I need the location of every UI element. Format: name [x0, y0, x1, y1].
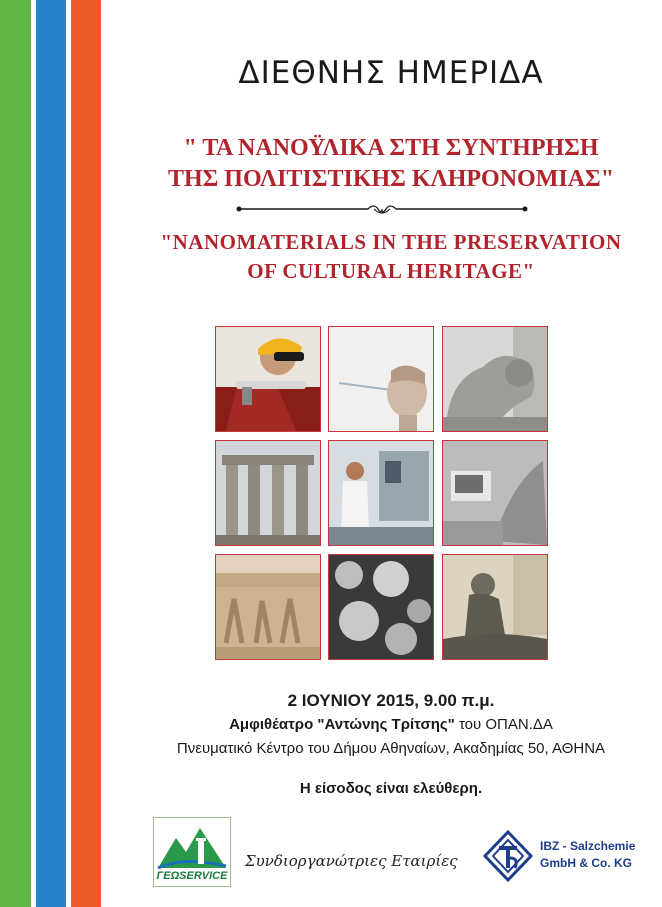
greek-subtitle-line-1: " ΤΑ ΝΑΝΟΫΛΙΚΑ ΣΤΗ ΣΥΝΤΗΡΗΣΗ: [183, 135, 599, 161]
green-stripe: [0, 0, 31, 907]
ibz-logo-text: [540, 838, 635, 872]
photo-statue-head-laser: [328, 326, 434, 432]
ibz-logo-line-1: IBZ - Salzchemie: [540, 839, 636, 853]
blue-stripe: [36, 0, 66, 907]
free-entry-note: Η είσοδος είναι ελεύθερη.: [299, 780, 483, 797]
venue-organization: του ΟΠΑΝ.ΔΑ: [454, 716, 553, 733]
english-subtitle-line-1: "NANOMATERIALS IN THE PRESERVATION: [160, 230, 622, 254]
photo-lab-researcher: [328, 440, 434, 546]
geoservice-logo: [153, 817, 231, 887]
photo-temple-columns: [215, 440, 321, 546]
photo-worker-with-laser: [215, 326, 321, 432]
photo-instrument-analysis: [442, 440, 548, 546]
geoservice-logo-text: ΓΕΩSERVICE: [156, 870, 228, 882]
greek-subtitle-line-2: ΤΗΣ ΠΟΛΙΤΙΣΤΙΚΗΣ ΚΛΗΡΟΝΟΜΙΑΣ": [167, 166, 615, 192]
photo-sarcophagus-relief: [215, 554, 321, 660]
co-organizers-label: Συνδιοργανώτριες Εταιρίες: [245, 852, 458, 870]
ornamental-divider: [236, 201, 528, 217]
photo-fountain-statue: [442, 554, 548, 660]
ibz-logo-icon: [483, 830, 533, 882]
event-address: Πνευματικό Κέντρο του Δήμου Αθηναίων, Ακαδημίας 50, ΑΘΗΝΑ: [176, 740, 606, 757]
orange-stripe: [71, 0, 101, 907]
event-venue: [120, 716, 662, 733]
photo-microscopy-particles: [328, 554, 434, 660]
photo-grid: [215, 326, 548, 661]
english-subtitle: [120, 228, 662, 286]
event-date: 2 ΙΟΥΝΙΟΥ 2015, 9.00 π.μ.: [287, 691, 495, 710]
venue-name: Αμφιθέατρο "Αντώνης Τρίτσης": [229, 716, 455, 733]
photo-lion-sculpture: [442, 326, 548, 432]
ibz-logo-line-2: GmbH & Co. KG: [540, 856, 632, 870]
greek-subtitle: [120, 133, 662, 195]
event-title: ΔΙΕΘΝΗΣ ΗΜΕΡΙΔΑ: [238, 55, 544, 91]
english-subtitle-line-2: OF CULTURAL HERITAGE": [247, 259, 535, 283]
